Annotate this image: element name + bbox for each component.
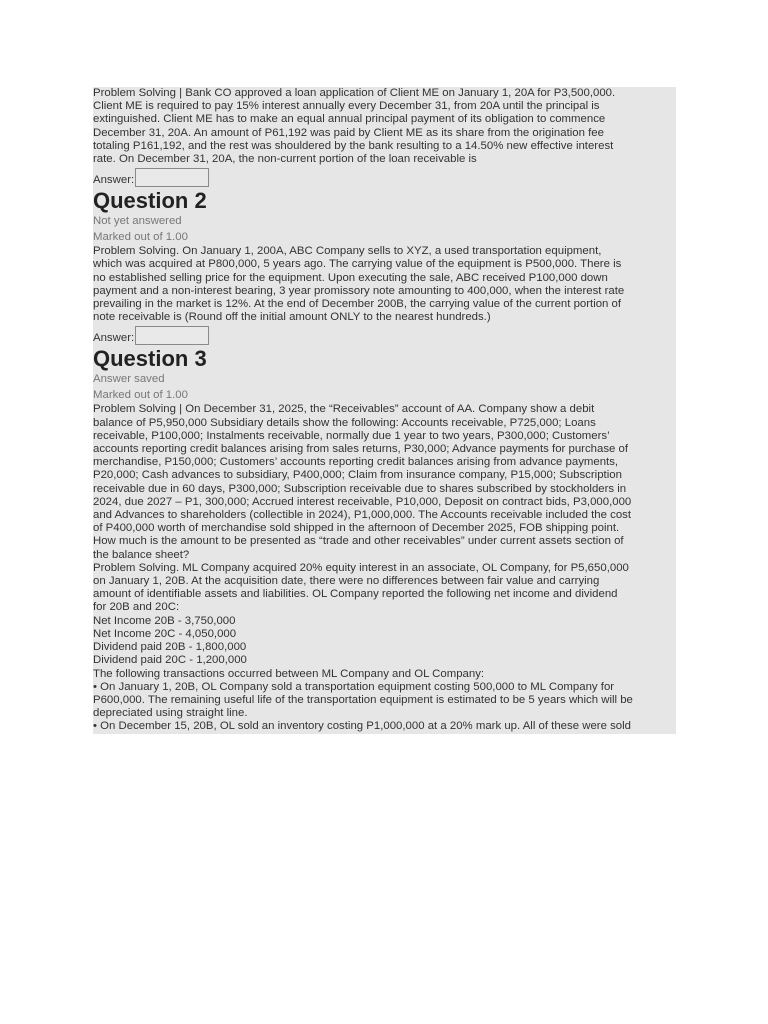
question-1-answer-input[interactable] [135, 168, 209, 187]
question-3-text: Problem Solving | On December 31, 2025, the “Receivables” account of AA. Company show a debit balance of P5,950,000 Subsidiary details show the following: Accounts receivable, P725,000; Loans receivable, P100,000; Instalments receivable, normally due 1 year to two years, P300,000; Customers’ accounts reporting credit balances arising from sales returns, P30,000; Advance payments for purchase of merchandise, P150,000; Customers’ accounts reporting credit balances arising from advance payments, P20,000; Cash advances to subsidiary, P400,000; Claim from insurance company, P15,000; Subscription receivable due in 60 days, P300,000; Subscription receivable due to shares subscribed by stockholders in 2024, due 2027 – P1, 300,000; Accrued interest receivable, P10,000, Deposit on contract bids, P3,000,000 and Advances to shareholders (collectible in 2024), P1,000,000. The Accounts receivable included the cost of P400,000 worth of merchandise sold shipped in the afternoon of December 2025, FOB shipping point. How much is the amount to be presented as “trade and other receivables” under current assets section of the balance sheet? [93, 403, 632, 561]
question-2-marks: Marked out of 1.00 [93, 230, 188, 243]
dividend-paid-20c: Dividend paid 20C - 1,200,000 [93, 654, 247, 667]
question-1-text: Problem Solving | Bank CO approved a loan application of Client ME on January 1, 20A for P3,500,000. Client ME is required to pay 15% interest annually every December 31, from 20A until the principal is extinguished. Client ME has to make an equal annual principal payment of its obligation to commence December 31, 20A. An amount of P61,192 was paid by Client ME as its share from the origination fee totaling P161,192, and the rest was shouldered by the bank resulting to a 14.50% new effective interest rate. On December 31, 20A, the non-current portion of the loan receivable is [93, 87, 616, 166]
question-1-answer-row [93, 166, 676, 188]
question-2-answer-input[interactable] [135, 326, 209, 345]
question-3-title: Question 3 [93, 346, 207, 372]
question-3-status: Answer saved [93, 373, 165, 386]
question-2-title: Question 2 [93, 188, 207, 214]
answer-label: Answer: [93, 174, 135, 187]
question-2-status: Not yet answered [93, 215, 182, 228]
transaction-bullet-2: • On December 15, 20B, OL sold an inventory costing P1,000,000 at a 20% mark up. All of these were sold [93, 720, 631, 733]
quiz-page [93, 87, 676, 734]
answer-label: Answer: [93, 332, 135, 345]
transaction-bullet-1: • On January 1, 20B, OL Company sold a transportation equipment costing 500,000 to ML Company for P600,000. The remaining useful life of the transportation equipment is estimated to be 5 years which will be depreciated using straight line. [93, 680, 633, 720]
question-2-text: Problem Solving. On January 1, 200A, ABC Company sells to XYZ, a used transportation equipment, which was acquired at P800,000, 5 years ago. The carrying value of the equipment is P500,000. There is no established selling price for the equipment. Upon executing the sale, ABC received P100,000 down payment and a non-interest bearing, 3 year promissory note amounting to 400,000, when the interest rate prevailing in the market is 12%. At the end of December 200B, the carrying value of the current portion of note receivable is (Round off the initial amount ONLY to the nearest hundreds.) [93, 245, 625, 324]
net-income-20c: Net Income 20C - 4,050,000 [93, 627, 237, 640]
question-2-answer-row [93, 324, 676, 346]
net-income-20b: Net Income 20B - 3,750,000 [93, 614, 236, 627]
transactions-intro: The following transactions occurred between ML Company and OL Company: [93, 667, 485, 680]
question-4-text: Problem Solving. ML Company acquired 20% equity interest in an associate, OL Company, for P5,650,000 on January 1, 20B. At the acquisition date, there were no differences between fair value and carrying amount of identifiable assets and liabilities. OL Company reported the following net income and dividend for 20B and 20C: [93, 561, 629, 614]
question-3-marks: Marked out of 1.00 [93, 388, 188, 401]
dividend-paid-20b: Dividend paid 20B - 1,800,000 [93, 641, 247, 654]
